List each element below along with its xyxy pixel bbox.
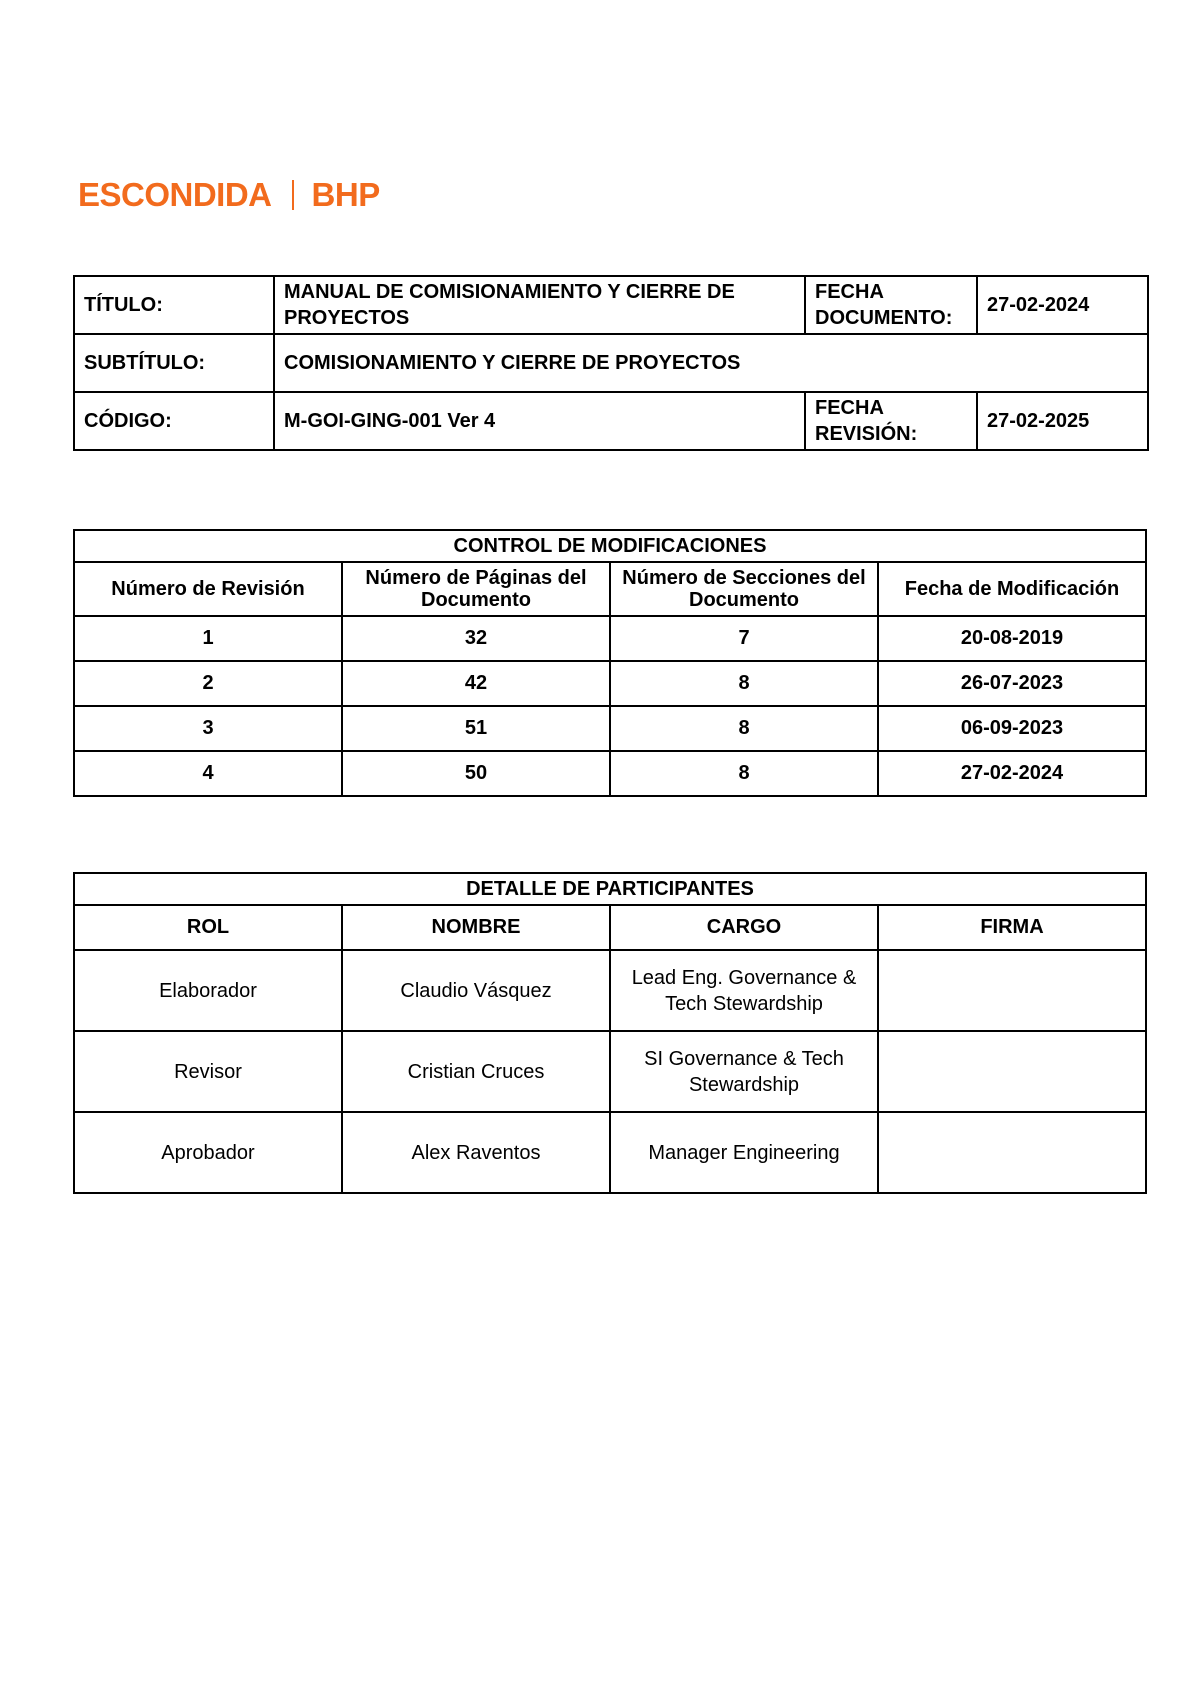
- table-row: [74, 1031, 1146, 1112]
- revision-number: 4: [74, 751, 342, 796]
- participants-header-row: [74, 905, 1146, 950]
- title-value: MANUAL DE COMISIONAMIENTO Y CIERRE DE PROYECTOS: [274, 276, 805, 334]
- participant-position: Lead Eng. Governance & Tech Stewardship: [610, 950, 878, 1031]
- modification-date: 26-07-2023: [878, 661, 1146, 706]
- participant-position: SI Governance & Tech Stewardship: [610, 1031, 878, 1112]
- modifications-title: CONTROL DE MODIFICACIONES: [74, 530, 1146, 562]
- logo-separator: [292, 180, 294, 210]
- revision-number: 1: [74, 616, 342, 661]
- table-row: [74, 661, 1146, 706]
- modifications-header-row: [74, 562, 1146, 616]
- modification-date: 27-02-2024: [878, 751, 1146, 796]
- subtitle-value: COMISIONAMIENTO Y CIERRE DE PROYECTOS: [274, 334, 1148, 392]
- subtitle-label: SUBTÍTULO:: [74, 334, 274, 392]
- participant-role: Aprobador: [74, 1112, 342, 1193]
- section-count: 8: [610, 661, 878, 706]
- doc-date-label: FECHA DOCUMENTO:: [805, 276, 977, 334]
- participant-position: Manager Engineering: [610, 1112, 878, 1193]
- revision-number: 3: [74, 706, 342, 751]
- column-header: ROL: [74, 905, 342, 950]
- logo-escondida: ESCONDIDA: [78, 176, 272, 213]
- section-count: 7: [610, 616, 878, 661]
- company-logo: [78, 176, 380, 214]
- table-row: [74, 616, 1146, 661]
- section-count: 8: [610, 751, 878, 796]
- column-header: Número de Secciones del Documento: [610, 562, 878, 616]
- doc-date-value: 27-02-2024: [977, 276, 1148, 334]
- column-header: Número de Revisión: [74, 562, 342, 616]
- subtitle-row: [74, 334, 1148, 392]
- code-label: CÓDIGO:: [74, 392, 274, 450]
- page-count: 32: [342, 616, 610, 661]
- participant-role: Revisor: [74, 1031, 342, 1112]
- participant-name: Cristian Cruces: [342, 1031, 610, 1112]
- participants-title: DETALLE DE PARTICIPANTES: [74, 873, 1146, 905]
- column-header: CARGO: [610, 905, 878, 950]
- title-label: TÍTULO:: [74, 276, 274, 334]
- signature-cell: [878, 950, 1146, 1031]
- page-count: 51: [342, 706, 610, 751]
- code-value: M-GOI-GING-001 Ver 4: [274, 392, 805, 450]
- modification-date: 20-08-2019: [878, 616, 1146, 661]
- section-count: 8: [610, 706, 878, 751]
- signature-cell: [878, 1112, 1146, 1193]
- page-count: 50: [342, 751, 610, 796]
- modification-date: 06-09-2023: [878, 706, 1146, 751]
- table-row: [74, 751, 1146, 796]
- participants-table: [73, 872, 1147, 1194]
- table-row: [74, 950, 1146, 1031]
- logo-bhp: BHP: [311, 176, 380, 213]
- participant-name: Alex Raventos: [342, 1112, 610, 1193]
- table-row: [74, 706, 1146, 751]
- column-header: Fecha de Modificación: [878, 562, 1146, 616]
- review-date-label: FECHA REVISIÓN:: [805, 392, 977, 450]
- signature-cell: [878, 1031, 1146, 1112]
- document-info-table: [73, 275, 1149, 451]
- title-row: [74, 276, 1148, 334]
- page-count: 42: [342, 661, 610, 706]
- column-header: Número de Páginas del Documento: [342, 562, 610, 616]
- review-date-value: 27-02-2025: [977, 392, 1148, 450]
- participant-name: Claudio Vásquez: [342, 950, 610, 1031]
- modifications-table: [73, 529, 1147, 797]
- column-header: NOMBRE: [342, 905, 610, 950]
- participant-role: Elaborador: [74, 950, 342, 1031]
- table-row: [74, 1112, 1146, 1193]
- revision-number: 2: [74, 661, 342, 706]
- column-header: FIRMA: [878, 905, 1146, 950]
- code-row: [74, 392, 1148, 450]
